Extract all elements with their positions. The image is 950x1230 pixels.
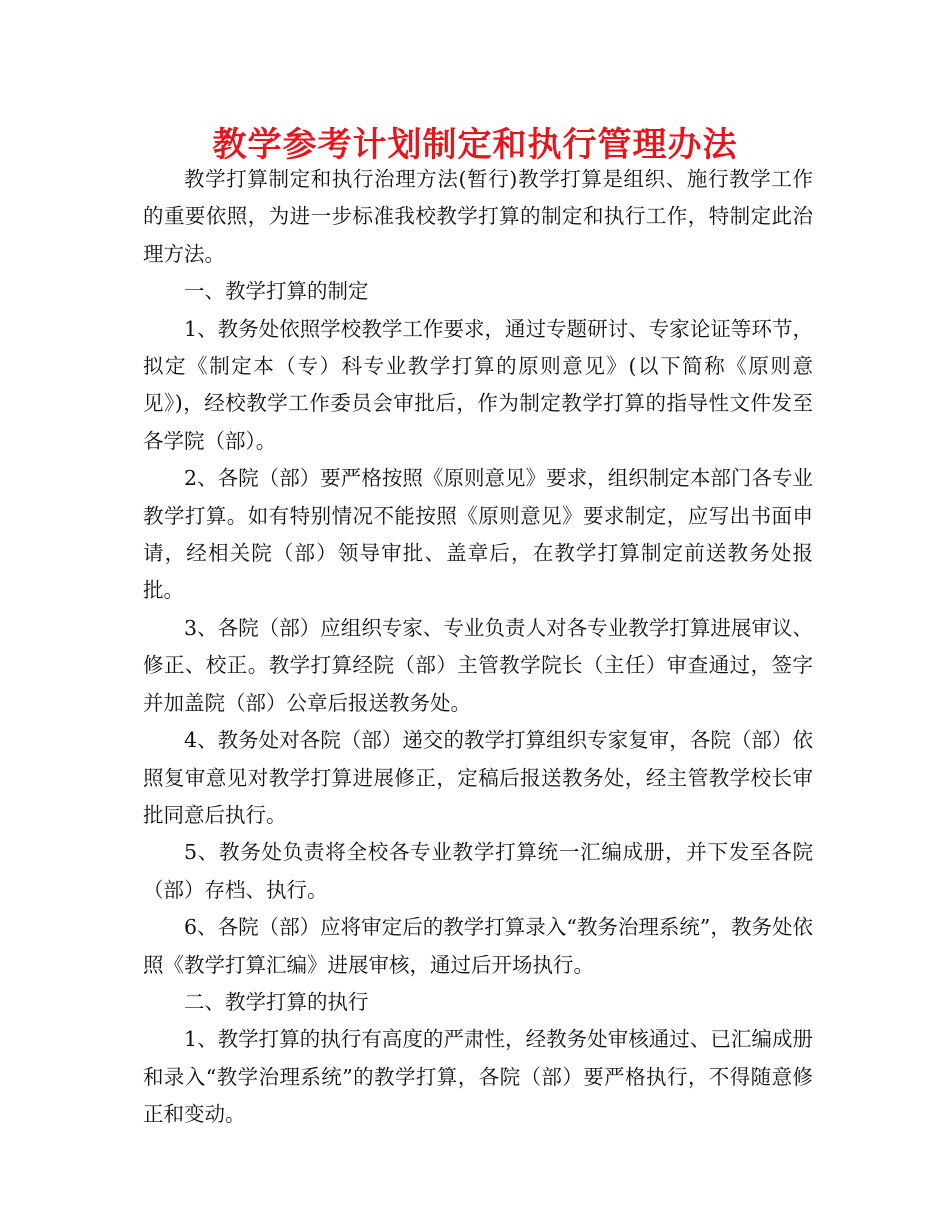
paragraph-1-6: 6、各院（部）应将审定后的教学打算录入“教务治理系统”，教务处依照《教学打算汇编》进展审核，通过后开场执行。 [143,915,813,977]
paragraph-intro: 教学打算制定和执行治理方法(暂行)教学打算是组织、施行教学工作的重要依照，为进一步标准我校教学打算的制定和执行工作，特制定此治理方法。 [143,167,813,266]
paragraph-1-3: 3、各院（部）应组织专家、专业负责人对各专业教学打算进展审议、修正、校正。教学打算经院（部）主管教学院长（主任）审查通过，签字并加盖院（部）公章后报送教务处。 [143,615,813,715]
paragraph-1-5: 5、教务处负责将全校各专业教学打算统一汇编成册，并下发至各院（部）存档、执行。 [143,840,813,902]
section-heading-2: 二、教学打算的执行 [184,989,369,1014]
paragraph-1-1: 1、教务处依照学校教学工作要求，通过专题研讨、专家论证等环节，拟定《制定本（专）科专业教学打算的原则意见》(以下简称《原则意见》)，经校教学工作委员会审批后，作为制定教学打算的指导性文件发至各学院（部）。 [143,316,813,453]
document-title: 教学参考计划制定和执行管理办法 [212,125,738,165]
paragraph-1-4: 4、教务处对各院（部）递交的教学打算组织专家复审，各院（部）依照复审意见对教学打算进展修正，定稿后报送教务处，经主管教学校长审批同意后执行。 [143,728,813,827]
document-body [143,161,813,1134]
section-heading-1: 一、教学打算的制定 [184,279,369,304]
paragraph-2-1: 1、教学打算的执行有高度的严肃性，经教务处审核通过、已汇编成册和录入“教学治理系统”的教学打算，各院（部）要严格执行，不得随意修正和变动。 [143,1027,813,1127]
paragraph-1-2: 2、各院（部）要严格按照《原则意见》要求，组织制定本部门各专业教学打算。如有特别情况不能按照《原则意见》要求制定，应写出书面申请，经相关院（部）领导审批、盖章后，在教学打算制定前送教务处报批。 [143,466,813,603]
